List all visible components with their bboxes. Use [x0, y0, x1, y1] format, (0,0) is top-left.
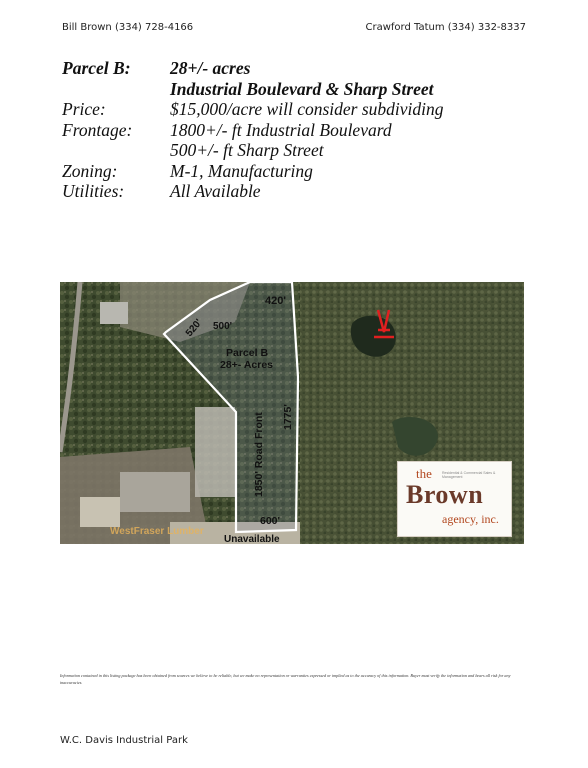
dim-bottom: 600'	[260, 515, 281, 527]
price-value: $15,000/acre will consider subdividing	[170, 99, 444, 119]
footer-park-name: W.C. Davis Industrial Park	[60, 735, 188, 746]
utilities-label: Utilities:	[62, 181, 125, 201]
frontage-value-1: 1800+/- ft Industrial Boulevard	[170, 119, 392, 140]
frontage-label: Frontage:	[62, 119, 133, 140]
parcel-heading-row	[62, 58, 444, 79]
disclaimer: Information contained in this listing package has been obtained from sources we believe to be reliable, but we make no representation or warranties expressed or implied as to the accuracy of this information. Buyer must verify the information and bears all risk for any inaccuracies.	[60, 673, 511, 685]
agent-contact-crawford-tatum: Crawford Tatum (334) 332-8337	[365, 22, 526, 33]
zoning-label: Zoning:	[62, 160, 118, 181]
agent-contact-bill-brown: Bill Brown (334) 728-4166	[62, 22, 194, 33]
parcel-details	[62, 58, 444, 202]
price-label: Price:	[62, 99, 106, 119]
brown-agency-logo	[397, 461, 512, 537]
lumber-yard	[80, 497, 120, 527]
mill-building	[195, 407, 235, 497]
zoning-value: M-1, Manufacturing	[170, 160, 313, 181]
dim-left-edge: 520'	[183, 317, 205, 339]
price-row	[62, 99, 444, 120]
mill-label: WestFraser Lumber	[110, 526, 204, 537]
parcel-label: Parcel B:	[62, 58, 131, 78]
frontage-row	[62, 120, 444, 141]
unavailable-label: Unavailable	[224, 534, 280, 544]
building-north	[100, 302, 128, 324]
logo-tagline: Residential & Commercial Sales & Management	[442, 471, 496, 479]
frontage-value-2: 500+/- ft Sharp Street	[170, 140, 324, 160]
logo-name: Brown	[406, 480, 484, 509]
logo-the: the	[416, 466, 432, 481]
utilities-row	[62, 181, 444, 202]
dim-road-front: 1850' Road Front	[253, 412, 265, 497]
zoning-row	[62, 161, 444, 182]
parcel-acreage: 28+/- acres	[170, 58, 251, 78]
dim-top-right: 420'	[265, 295, 286, 307]
parcel-location: Industrial Boulevard & Sharp Street	[170, 78, 434, 99]
utilities-value: All Available	[170, 181, 261, 201]
dim-right-edge: 1775'	[282, 404, 294, 430]
parcel-name: Parcel B	[226, 347, 269, 359]
dim-top-inner: 500'	[213, 321, 233, 332]
mill-roof	[120, 472, 190, 512]
logo-agency: agency, inc.	[442, 512, 499, 526]
parcel-acres: 28+- Acres	[220, 359, 274, 371]
